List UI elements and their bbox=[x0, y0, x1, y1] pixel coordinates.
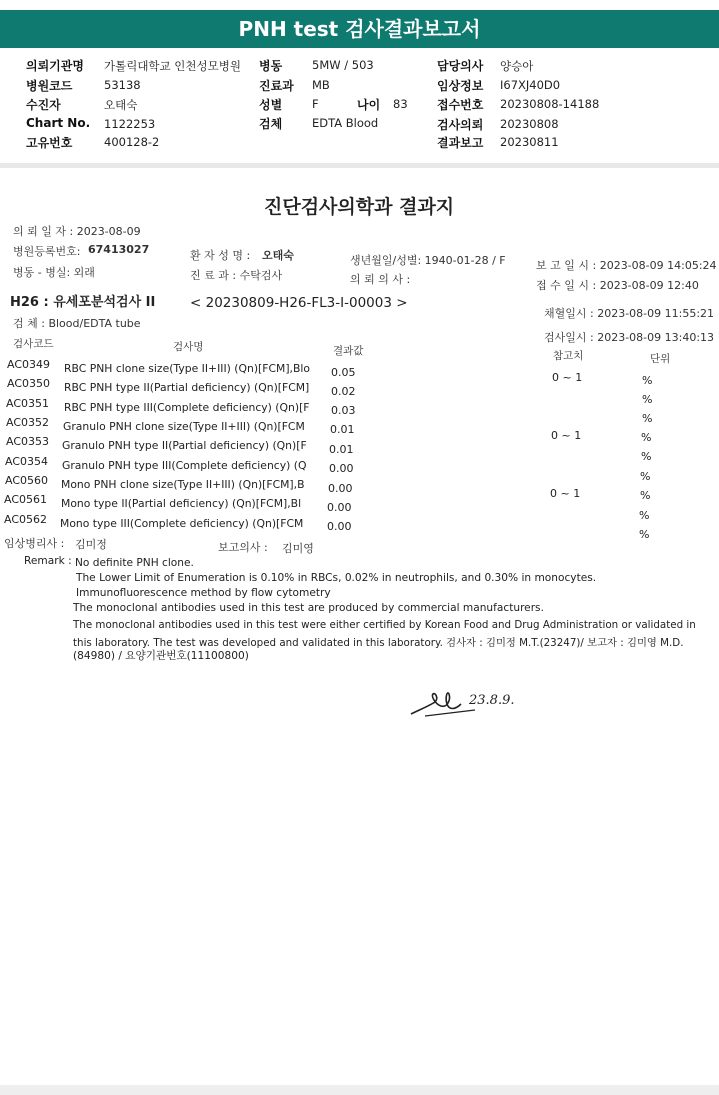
reporter-value: 김미영 bbox=[282, 542, 314, 555]
value-unique-no: 400128-2 bbox=[104, 135, 160, 149]
row-ref: 0 ~ 1 bbox=[550, 487, 581, 500]
ward-room: 병동 - 병실: 외래 bbox=[13, 266, 95, 279]
remark-line: The monoclonal antibodies used in this test are produced by commercial manufacturers. bbox=[73, 602, 544, 614]
row-code: AC0352 bbox=[6, 416, 50, 429]
row-test-name: Mono type II(Partial deficiency) (Qn)[FCM],Bl bbox=[61, 497, 302, 510]
label-request: 검사의뢰 bbox=[437, 118, 484, 132]
row-result: 0.00 bbox=[327, 520, 352, 533]
row-test-name: Granulo PNH type III(Complete deficiency) (Q bbox=[62, 459, 307, 472]
row-test-name: Mono type III(Complete deficiency) (Qn)[FCM bbox=[60, 517, 304, 530]
requesting-doctor: 의 뢰 의 사 : bbox=[350, 273, 411, 286]
value-sex: F bbox=[312, 97, 319, 111]
label-unique-no: 고유번호 bbox=[26, 136, 73, 150]
value-patient: 오태숙 bbox=[104, 98, 138, 112]
patient-value: 오태숙 bbox=[262, 249, 294, 262]
report-title-bar bbox=[0, 10, 719, 48]
col-ref-header: 참고치 bbox=[553, 350, 584, 362]
row-result: 0.02 bbox=[331, 385, 356, 398]
row-code: AC0354 bbox=[5, 455, 49, 468]
section-divider bbox=[0, 163, 719, 168]
row-test-name: RBC PNH type II(Partial deficiency) (Qn)[FCM] bbox=[64, 381, 310, 394]
row-result: 0.05 bbox=[331, 366, 356, 379]
row-unit: % bbox=[640, 489, 651, 502]
row-code: AC0561 bbox=[4, 493, 48, 506]
report-datetime: 보 고 일 시 : 2023-08-09 14:05:24 bbox=[536, 259, 717, 272]
value-ward: 5MW / 503 bbox=[312, 58, 374, 72]
row-test-name: Granulo PNH clone size(Type II+III) (Qn)[FCM bbox=[63, 420, 305, 433]
value-chart-no: 1122253 bbox=[104, 117, 156, 131]
value-institution: 가톨릭대학교 인천성모병원 bbox=[104, 59, 241, 73]
label-ward: 병동 bbox=[259, 59, 283, 73]
patient-label: 환 자 성 명 : bbox=[190, 249, 251, 262]
row-code: AC0353 bbox=[6, 435, 50, 448]
reg-label: 병원등록번호: bbox=[13, 245, 81, 258]
value-receipt-no: 20230808-14188 bbox=[500, 97, 600, 111]
collect-datetime: 채혈일시 : 2023-08-09 11:55:21 bbox=[544, 307, 715, 320]
remark-line: (84980) / 요양기관번호(11100800) bbox=[73, 650, 249, 662]
remark-line: No definite PNH clone. bbox=[75, 557, 194, 569]
department: 진 료 과 : 수탁검사 bbox=[190, 269, 283, 282]
row-code: AC0562 bbox=[4, 513, 48, 526]
row-test-name: RBC PNH clone size(Type II+III) (Qn)[FCM],Blo bbox=[64, 362, 310, 375]
value-dept: MB bbox=[312, 78, 330, 92]
birth-sex: 생년월일/성별: 1940-01-28 / F bbox=[350, 254, 506, 267]
label-patient: 수진자 bbox=[26, 98, 61, 112]
remark-line: this laboratory. The test was developed and validated in this laboratory. 검사자 : 김미정 M.T.(23247)/ 보고자 : 김미영 M.D. bbox=[73, 637, 684, 649]
signature-image bbox=[405, 680, 535, 722]
row-result: 0.01 bbox=[330, 423, 355, 436]
row-unit: % bbox=[641, 450, 652, 463]
remark-label: Remark : bbox=[24, 555, 72, 567]
label-chart-no: Chart No. bbox=[26, 116, 91, 130]
row-unit: % bbox=[642, 374, 653, 387]
row-result: 0.00 bbox=[327, 501, 352, 514]
label-result-report: 결과보고 bbox=[437, 136, 484, 150]
row-code: AC0351 bbox=[6, 397, 50, 410]
specimen-type: 검 체 : Blood/EDTA tube bbox=[13, 317, 141, 330]
row-unit: % bbox=[639, 528, 650, 541]
col-unit-header: 단위 bbox=[650, 353, 671, 365]
label-hospital-code: 병원코드 bbox=[26, 79, 73, 93]
test-section: H26 : 유세포분석검사 II bbox=[10, 295, 156, 310]
signature-date: 23.8.9. bbox=[469, 693, 515, 708]
pathologist-label: 임상병리사 : bbox=[4, 537, 65, 550]
label-clinical-info: 임상정보 bbox=[437, 79, 484, 93]
value-doctor: 양승아 bbox=[500, 59, 534, 73]
col-code-header: 검사코드 bbox=[13, 338, 54, 350]
remark-line: The monoclonal antibodies used in this test were either certified by Korean Food and Drug Administration or validated in bbox=[73, 619, 696, 631]
receive-datetime: 접 수 일 시 : 2023-08-09 12:40 bbox=[536, 279, 699, 292]
value-age: 83 bbox=[393, 97, 408, 111]
row-ref: 0 ~ 1 bbox=[551, 429, 582, 442]
reporter-label: 보고의사 : bbox=[218, 541, 268, 554]
row-result: 0.00 bbox=[328, 482, 353, 495]
row-code: AC0560 bbox=[5, 474, 49, 487]
row-result: 0.01 bbox=[329, 443, 354, 456]
value-result-report: 20230811 bbox=[500, 135, 559, 149]
request-date: 의 뢰 일 자 : 2023-08-09 bbox=[13, 225, 141, 238]
row-result: 0.00 bbox=[329, 462, 354, 475]
row-result: 0.03 bbox=[331, 404, 356, 417]
lab-report-title: 진단검사의학과 결과지 bbox=[264, 196, 455, 218]
row-test-name: Granulo PNH type II(Partial deficiency) (Qn)[F bbox=[62, 439, 307, 452]
value-clinical-info: I67XJ40D0 bbox=[500, 78, 561, 92]
label-dept: 진료과 bbox=[259, 79, 294, 93]
row-unit: % bbox=[642, 412, 653, 425]
label-sex: 성별 bbox=[259, 98, 283, 112]
label-age: 나이 bbox=[357, 98, 381, 112]
row-ref: 0 ~ 1 bbox=[552, 371, 583, 384]
row-unit: % bbox=[639, 509, 650, 522]
barcode-id: < 20230809-H26-FL3-I-00003 > bbox=[190, 295, 408, 311]
col-name-header: 검사명 bbox=[173, 341, 204, 353]
remark-line: Immunofluorescence method by flow cytometry bbox=[76, 587, 331, 599]
value-specimen: EDTA Blood bbox=[312, 116, 379, 130]
remark-line: The Lower Limit of Enumeration is 0.10% in RBCs, 0.02% in neutrophils, and 0.30% in monocytes. bbox=[76, 572, 597, 584]
label-doctor: 담당의사 bbox=[437, 59, 484, 73]
bottom-strip bbox=[0, 1085, 719, 1095]
col-result-header: 결과값 bbox=[333, 345, 364, 357]
row-test-name: Mono PNH clone size(Type II+III) (Qn)[FCM],B bbox=[61, 478, 305, 491]
label-specimen: 검체 bbox=[259, 117, 283, 131]
pathologist-value: 김미정 bbox=[75, 538, 107, 551]
row-test-name: RBC PNH type III(Complete deficiency) (Qn)[F bbox=[64, 401, 310, 414]
value-request: 20230808 bbox=[500, 117, 559, 131]
row-code: AC0350 bbox=[7, 377, 51, 390]
report-title: PNH test 검사결과보고서 bbox=[238, 17, 481, 41]
value-hospital-code: 53138 bbox=[104, 78, 141, 92]
label-institution: 의뢰기관명 bbox=[26, 59, 84, 73]
row-unit: % bbox=[640, 470, 651, 483]
row-unit: % bbox=[641, 431, 652, 444]
row-unit: % bbox=[642, 393, 653, 406]
reg-value: 67413027 bbox=[88, 243, 150, 256]
row-code: AC0349 bbox=[7, 358, 51, 371]
label-receipt-no: 접수번호 bbox=[437, 98, 484, 112]
test-datetime: 검사일시 : 2023-08-09 13:40:13 bbox=[544, 331, 715, 344]
